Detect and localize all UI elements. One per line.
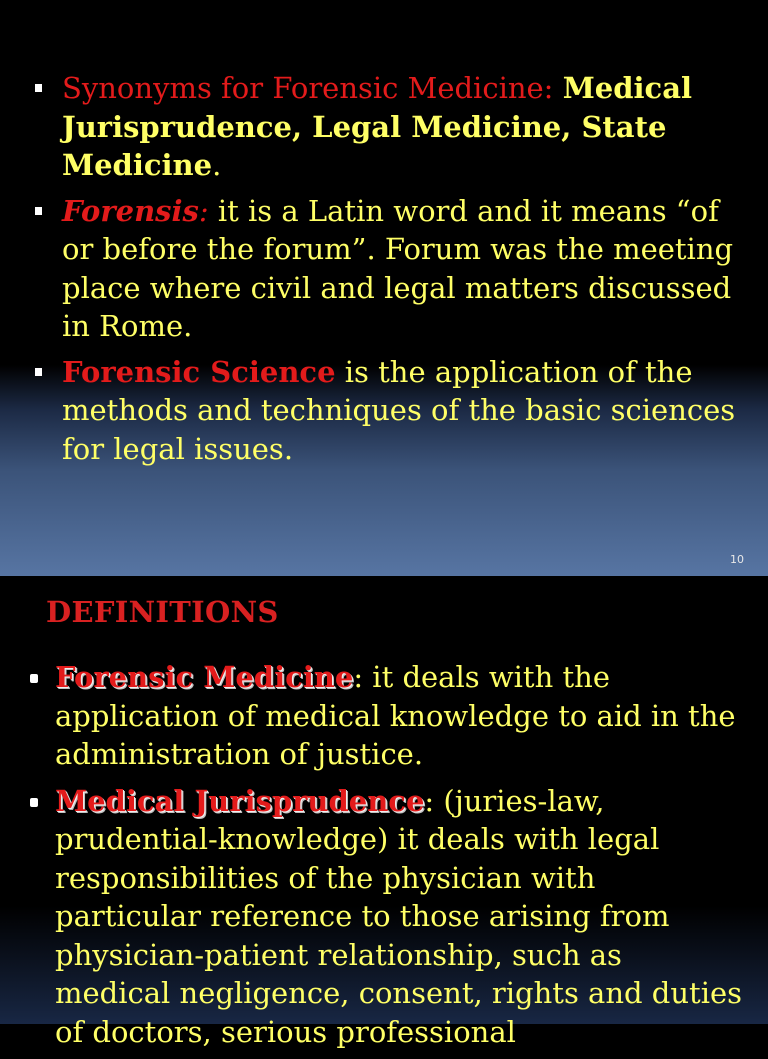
medical-jurisprudence-text: : (juries-law, prudential-knowledge) it deals with legal responsibilities of the physician with particular reference to those arising from physician-patient relationship, such as medical negligence, consent, rights and duties of doctors, serious professional xyxy=(55,783,743,1049)
bullet-marker xyxy=(30,798,38,807)
synonyms-terms: Medical Jurisprudence, Legal Medicine, State Medicine xyxy=(62,71,692,182)
bullet-forensis xyxy=(62,192,742,346)
medical-jurisprudence-term: Medical Jurisprudence xyxy=(55,783,425,818)
forensic-science-text: is the application of the methods and techniques of the basic sciences for legal issues. xyxy=(62,354,736,466)
bullet-synonyms xyxy=(62,69,742,185)
forensis-text: it is a Latin word and it means “of or before the forum”. Forum was the meeting place where civil and legal matters discussed in Rome. xyxy=(62,193,734,343)
slide-number: 10 xyxy=(730,553,744,566)
synonyms-end: . xyxy=(212,148,222,182)
bullet-marker xyxy=(35,207,42,215)
forensis-colon: : xyxy=(198,193,209,228)
slide2-bullet-list xyxy=(55,658,745,1059)
forensic-medicine-term: Forensic Medicine xyxy=(55,660,354,694)
forensic-medicine-text: : it deals with the application of medical knowledge to aid in the administration of justice. xyxy=(55,660,736,771)
forensic-science-term: Forensic Science xyxy=(62,354,336,389)
bullet-medical-jurisprudence xyxy=(55,782,745,1052)
bullet-forensic-medicine xyxy=(55,658,745,774)
bullet-marker xyxy=(35,368,42,376)
synonyms-lead: Synonyms for Forensic Medicine: xyxy=(62,71,563,105)
bullet-forensic-science xyxy=(62,353,742,469)
bullet-marker xyxy=(35,84,42,92)
bullet-marker xyxy=(30,674,38,683)
definitions-heading: DEFINITIONS xyxy=(46,595,279,629)
slide1-bullet-list xyxy=(62,69,742,475)
slide-definitions xyxy=(0,576,768,1049)
forensis-term: Forensis xyxy=(62,193,199,228)
